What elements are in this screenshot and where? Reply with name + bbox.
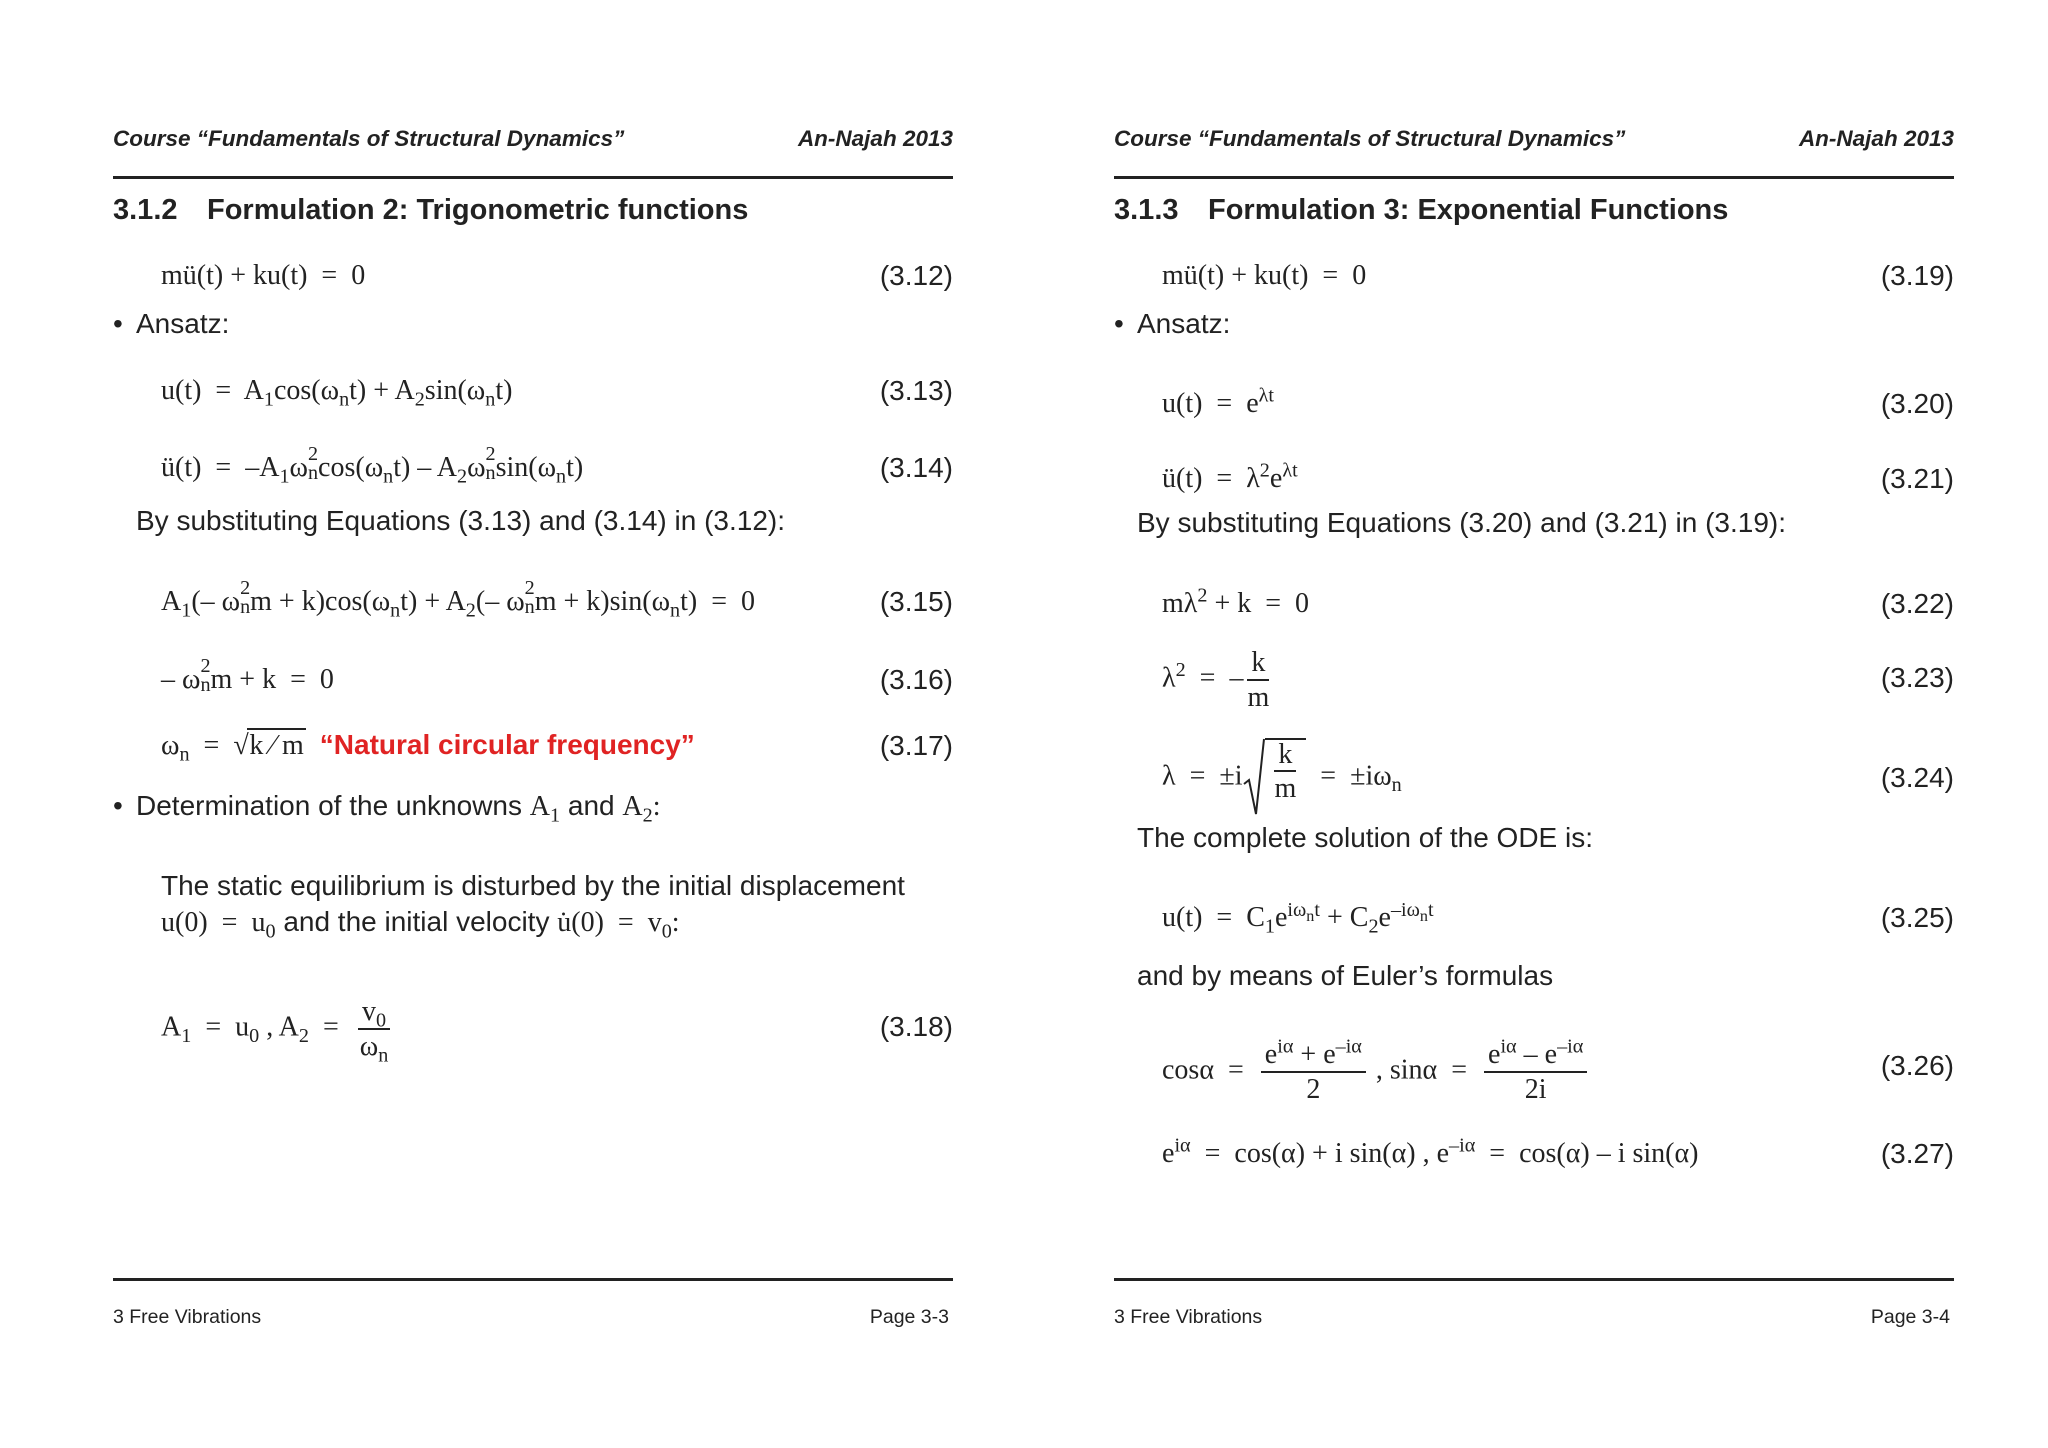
equation-row xyxy=(161,983,953,1067)
complete-solution-text: The complete solution of the ODE is: xyxy=(1137,822,1593,853)
equation-expression: $\omega_n$ = √ k ⁄ m “Natural circular frequency” xyxy=(161,728,695,762)
equation-number: (3.21) xyxy=(1880,463,1954,494)
equation-row xyxy=(1162,368,1954,420)
equation-number: (3.19) xyxy=(1880,260,1954,291)
equation-expression: ü(t) = $\lambda^2e^{\lambda t}$ xyxy=(1162,459,1298,494)
footer-rule xyxy=(113,1278,953,1281)
static-equilibrium-line1: The static equilibrium is disturbed by the initial displacement xyxy=(161,870,905,901)
equation-number: (3.17) xyxy=(879,730,953,761)
course-title: Course “Fundamentals of Structural Dynamics” xyxy=(1114,126,1626,151)
equation-expression: $e^{i\alpha} = \cos(\alpha) + i$ sin(α) , $e^{-i\alpha} = \cos(\alpha) - i$ sin(α) xyxy=(1162,1134,1699,1169)
section-number: 3.1.3 xyxy=(1114,194,1179,226)
chapter-name: 3 Free Vibrations xyxy=(113,1306,262,1328)
equation-number: (3.14) xyxy=(879,452,953,483)
page-right xyxy=(1114,0,1954,1448)
equation-row xyxy=(1162,568,1954,620)
equation-expression: cosα = $\frac{e^{i\alpha} + e^{-i\alpha}}{2}$ , sinα = $\frac{e^{i\alpha} - e^{-i\alpha}}{2i}$ xyxy=(1162,1040,1590,1104)
page-number: Page 3-3 xyxy=(869,1306,949,1328)
section-heading xyxy=(1114,194,1728,227)
substituting-text: By substituting Equations (3.13) and (3.14) in (3.12): xyxy=(136,505,786,536)
bullet-determination: • Determination of the unknowns $A_1$ and $A_2$: xyxy=(136,790,660,823)
equation-expression: $u(t) = C_1e^{i\omega_nt} + C_2e^{-i\omega_nt}$ xyxy=(1162,898,1434,938)
equation-expression: $u(t) = A_1\cos(\omega_nt) + A_2\sin(\omega_nt)$ xyxy=(161,375,513,411)
footer-rule xyxy=(1114,1278,1954,1281)
page-left xyxy=(113,0,953,1448)
equation-row xyxy=(161,644,953,696)
equation-expression: λ = ±i $\frac{k}{m}$ = $\pm i\omega_n$ xyxy=(1162,738,1402,818)
euler-text: and by means of Euler’s formulas xyxy=(1137,960,1554,991)
institution-year: An-Najah 2013 xyxy=(797,126,953,151)
equation-row xyxy=(161,363,953,411)
header-rule xyxy=(1114,176,1954,179)
equation-number: (3.24) xyxy=(1880,762,1954,793)
section-title: Formulation 3: Exponential Functions xyxy=(1208,194,1729,226)
equation-row xyxy=(1162,632,1954,712)
equation-row xyxy=(161,252,953,292)
page-number: Page 3-4 xyxy=(1870,1306,1950,1328)
course-title: Course “Fundamentals of Structural Dynamics” xyxy=(113,126,625,151)
equation-number: (3.25) xyxy=(1880,902,1954,933)
equation-number: (3.20) xyxy=(1880,388,1954,419)
equation-number: (3.15) xyxy=(879,586,953,617)
equation-expression: $A_1(-$ ω 2 n $m + k)\cos(\omega_nt) + A_2(-$ ω 2 n $m + k)\sin(\omega_nt) = 0$ xyxy=(161,576,756,622)
equation-expression: mü(t) + ku(t) = 0 xyxy=(1162,260,1367,291)
equation-row xyxy=(1162,726,1954,818)
equation-expression: $\lambda^2$ = – $\frac{k}{m}$ xyxy=(1162,647,1270,713)
bullet-ansatz: • Ansatz: xyxy=(136,308,229,340)
chapter-name: 3 Free Vibrations xyxy=(1114,1306,1263,1328)
institution-year: An-Najah 2013 xyxy=(1798,126,1954,151)
equation-expression: mü(t) + ku(t) = 0 xyxy=(161,260,366,291)
equation-row xyxy=(1162,443,1954,495)
equation-expression: $u(t) = e^{\lambda t}$ xyxy=(1162,384,1275,419)
page-header xyxy=(1114,126,1954,156)
equation-number: (3.23) xyxy=(1880,662,1954,693)
equation-row xyxy=(161,566,953,622)
equation-number: (3.18) xyxy=(879,1011,953,1042)
equation-expression: $A_1 = u_0$ , $A_2$ = $\frac{v_0}{\omega_n}$ xyxy=(161,996,389,1067)
equation-expression: – ω 2 n m + k = 0 xyxy=(161,654,334,697)
natural-frequency-label: “Natural circular frequency” xyxy=(319,729,695,760)
equation-row xyxy=(161,716,953,766)
equation-number: (3.22) xyxy=(1880,588,1954,619)
equation-expression: ü(t) = $-A_1\omega$ 2 n $\cos(\omega_nt) - A_2\omega$ 2 n $\sin(\omega_nt)$ xyxy=(161,442,584,488)
section-heading xyxy=(113,194,748,227)
equation-number: (3.27) xyxy=(1880,1138,1954,1169)
bullet-ansatz: • Ansatz: xyxy=(1137,308,1230,340)
equation-row xyxy=(1162,880,1954,938)
page-header xyxy=(113,126,953,156)
equation-number: (3.12) xyxy=(879,260,953,291)
section-title: Formulation 2: Trigonometric functions xyxy=(207,194,749,226)
equation-expression: $m\lambda^2 + k = 0$ xyxy=(1162,584,1310,619)
substituting-text: By substituting Equations (3.20) and (3.21) in (3.19): xyxy=(1137,507,1787,538)
equation-row xyxy=(1162,1118,1954,1170)
equation-row xyxy=(161,432,953,488)
equation-number: (3.13) xyxy=(879,375,953,406)
section-number: 3.1.2 xyxy=(113,194,178,226)
equation-row xyxy=(1162,1010,1954,1104)
header-rule xyxy=(113,176,953,179)
static-equilibrium-line2: $u(0) = u_0$ and the initial velocity u̇(0) = $v_0$: xyxy=(161,906,680,943)
equation-number: (3.26) xyxy=(1880,1050,1954,1081)
equation-number: (3.16) xyxy=(879,664,953,695)
equation-row xyxy=(1162,252,1954,292)
